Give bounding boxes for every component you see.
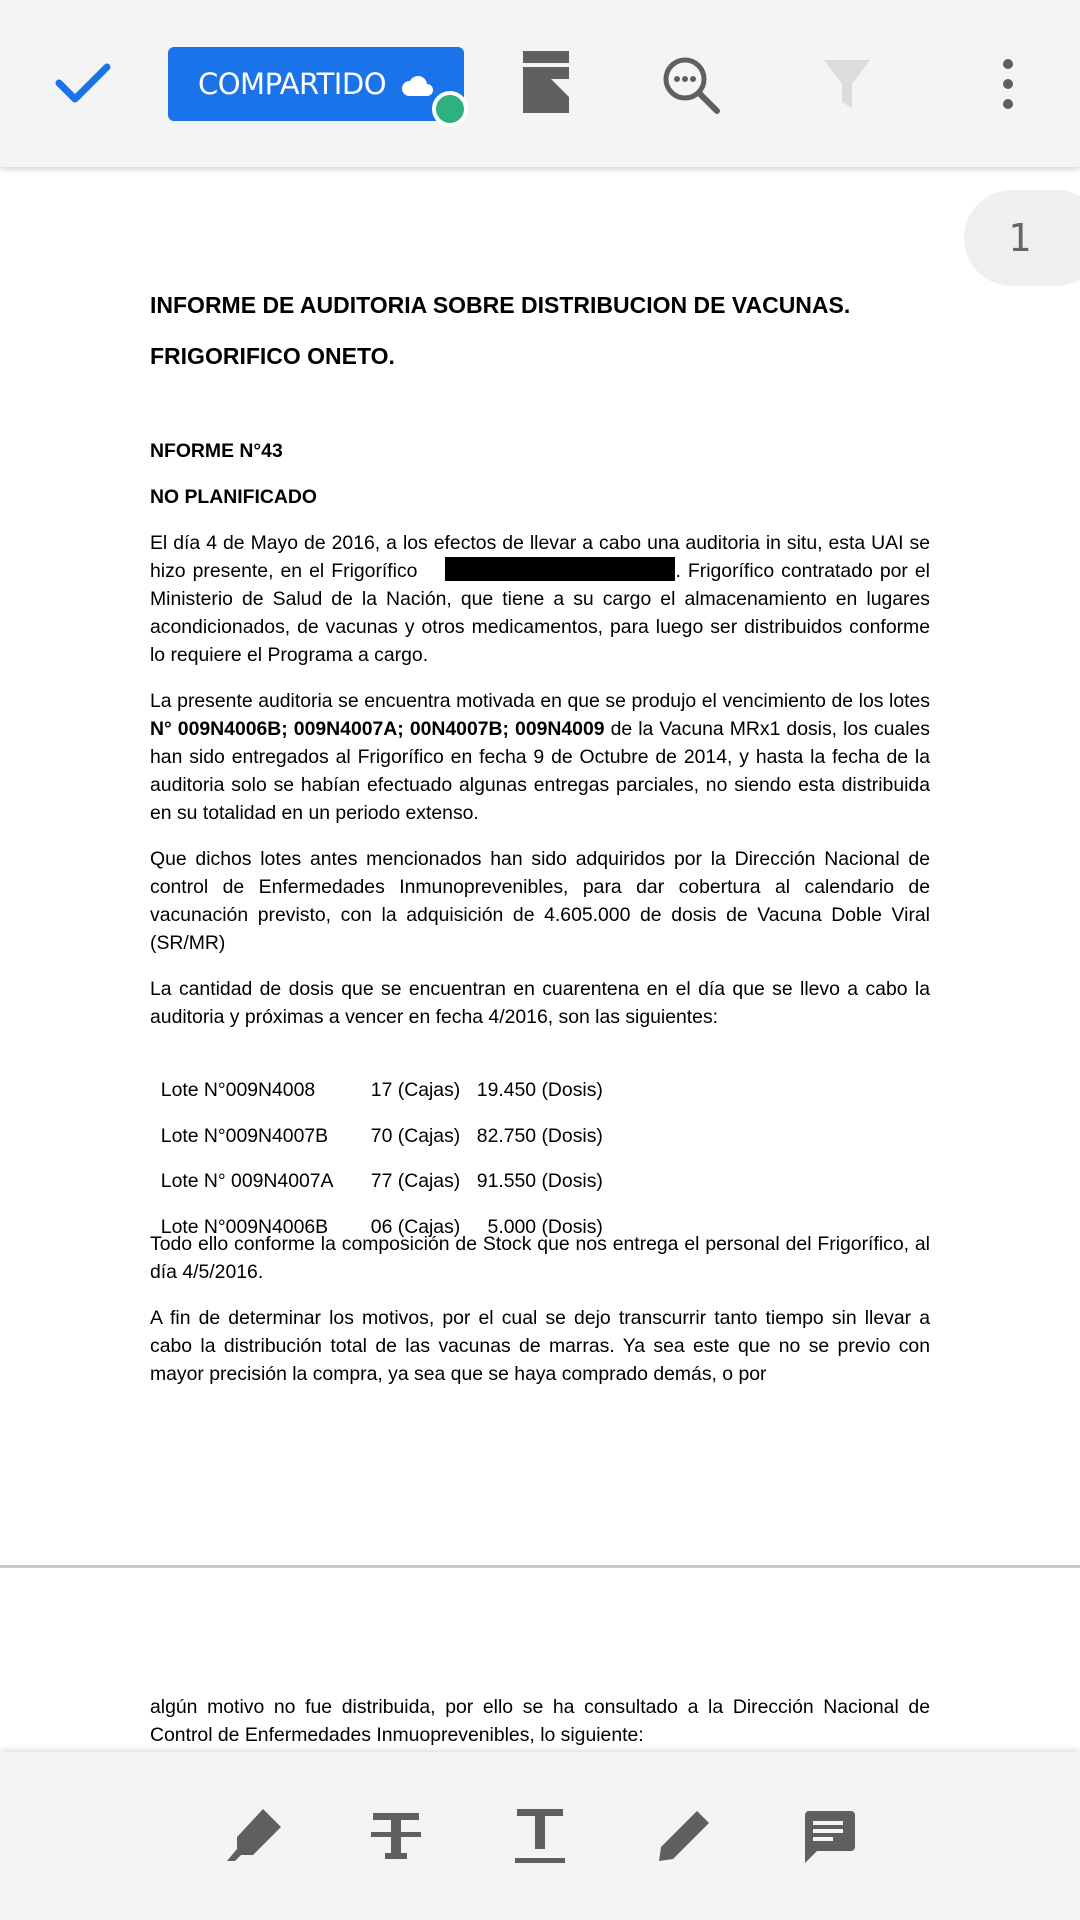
paragraph-2-end: de la Vacuna MRx1 dosis, los cuales han sido entregados al Frigorífico en fecha 9 de Octubre de 2014, y hasta la fecha de la auditoria solo se habían efectuado algunas entregas parciales, no siendo esta distribuida en su totalidad en un periodo extenso. xyxy=(150,718,931,824)
lote-cajas: 17 (Cajas) xyxy=(370,1079,461,1101)
shared-button-label: COMPARTIDO xyxy=(197,67,387,101)
lote-id: Lote N°009N4008 xyxy=(160,1079,316,1101)
lote-cajas: 70 (Cajas) xyxy=(370,1125,461,1147)
lote-dosis: 5.000 (Dosis) xyxy=(476,1216,603,1238)
filter-icon[interactable] xyxy=(818,55,876,113)
paragraph-2-lots: N° 009N4006B; 009N4007A; 00N4007B; 009N4009 xyxy=(150,718,605,740)
page-separator xyxy=(0,1565,1080,1568)
shared-button[interactable] xyxy=(168,47,464,121)
lote-id: Lote N°009N4007B xyxy=(160,1125,329,1147)
lote-id: Lote N°009N4006B xyxy=(160,1216,329,1238)
paragraph-4: La cantidad de dosis que se encuentran en cuarentena en el día que se llevo a cabo la auditoria y próximas a vencer en fecha 4/2016, son las siguientes: xyxy=(150,978,930,1028)
paragraph-3: Que dichos lotes antes mencionados han sido adquiridos por la Dirección Nacional de control de Enfermedades Inmunoprevenibles, para dar cobertura al calendario de vacunación previsto, con la adquisición de 4.605.000 de dosis de Vacuna Doble Viral (SR/MR) xyxy=(150,848,930,954)
document-title-line1: INFORME DE AUDITORIA SOBRE DISTRIBUCION DE VACUNAS. xyxy=(150,292,851,318)
redaction-box xyxy=(445,557,675,581)
lote-cajas: 77 (Cajas) xyxy=(370,1170,461,1192)
comment-icon[interactable] xyxy=(796,1804,860,1868)
paragraph-5: Todo ello conforme la composición de Stock que nos entrega el personal del Frigorífico, al día 4/5/2016. xyxy=(150,1233,930,1283)
pencil-icon[interactable] xyxy=(652,1804,716,1868)
paragraph-1-end: . Frigorífico contratado por el Ministerio de Salud de la Nación, que tiene a su cargo el almacenamiento en lugares acondicionados, de vacunas y otros medicamentos, para luego ser distribuidos conforme lo requiere el Programa a cargo. xyxy=(150,560,930,666)
document-title-line2: FRIGORIFICO ONETO. xyxy=(150,343,395,369)
report-type: NO PLANIFICADO xyxy=(150,486,317,508)
text-icon[interactable] xyxy=(508,1804,572,1868)
report-number: NFORME N°43 xyxy=(150,440,283,462)
strikethrough-icon[interactable] xyxy=(364,1804,428,1868)
lote-dosis: 19.450 (Dosis) xyxy=(476,1079,603,1101)
lote-cajas: 06 (Cajas) xyxy=(370,1216,461,1238)
top-toolbar xyxy=(0,0,1080,167)
lote-dosis: 91.550 (Dosis) xyxy=(476,1170,603,1192)
search-icon[interactable] xyxy=(658,52,724,118)
document-icon[interactable] xyxy=(518,48,574,116)
check-icon[interactable] xyxy=(50,55,116,111)
paragraph-2 xyxy=(150,687,930,827)
more-vert-icon[interactable] xyxy=(990,55,1026,113)
paragraph-1 xyxy=(150,529,930,669)
lote-dosis: 82.750 (Dosis) xyxy=(476,1125,603,1147)
highlighter-icon[interactable] xyxy=(222,1804,286,1868)
lote-id: Lote N° 009N4007A xyxy=(160,1170,334,1192)
bottom-toolbar xyxy=(0,1752,1080,1920)
paragraph-2-start: La presente auditoria se encuentra motivada en que se produjo el vencimiento de los lotes xyxy=(150,690,930,712)
paragraph-1-start: El día 4 de Mayo de 2016, a los efectos de llevar a cabo una auditoria in situ, esta UAI se hizo presente, en el Frigorífico xyxy=(150,532,930,582)
paragraph-6: A fin de determinar los motivos, por el cual se dejo transcurrir tanto tiempo sin llevar a cabo la distribución total de las vacunas de marras. Ya sea este que no se previo con mayor precisión la compra, ya sea que se haya comprado demás, o por xyxy=(150,1307,930,1385)
cloud-icon xyxy=(400,71,434,97)
page-number-badge: 1 xyxy=(964,190,1080,286)
paragraph-7: algún motivo no fue distribuida, por ello se ha consultado a la Dirección Nacional de Control de Enfermedades Inmuoprevenibles, lo siguiente: xyxy=(150,1696,930,1746)
sync-status-dot xyxy=(432,91,468,127)
